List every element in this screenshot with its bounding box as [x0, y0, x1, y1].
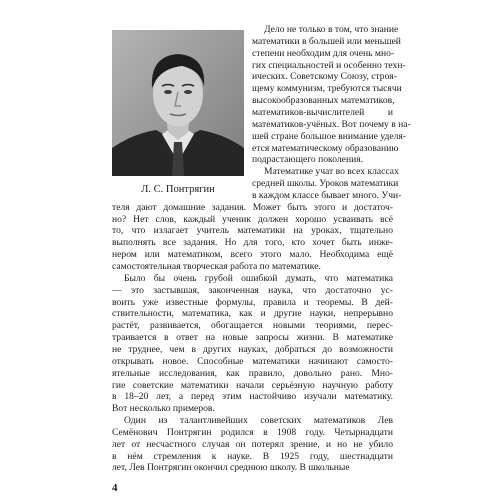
text-line: теля дают домашние задания. Может быть этого и достаточ- [112, 201, 393, 213]
text-line: ствительности, математика, как и другие науки, непрерывно [112, 308, 393, 320]
text-line: гие советские математики начали серьёзную научную работу [112, 379, 393, 391]
text-line: степени необходим для очень мно- [252, 47, 395, 59]
text-line: в нём стремления к науке. В 1925 году, шестнадцати [112, 450, 393, 462]
text-line: открывать новое. Способные математики начинают самосто- [112, 355, 393, 367]
text-line: Было бы очень грубой ошибкой думать, что математика [124, 272, 393, 284]
text-line: ятельные исследования, как правило, довольно рано. Мно- [112, 367, 393, 379]
text-line: Математике учат во всех классах [264, 166, 399, 178]
text-line: Один из талантливейших советских математиков Лев [124, 415, 393, 427]
text-line: щему коммунизм, требуются тысячи [252, 83, 402, 95]
text-line: не труднее, чем в других науках, добраться до возможности [112, 343, 393, 355]
photo-caption: Л. С. Понтрягин [141, 184, 215, 195]
text-line: подрастающего поколения. [252, 154, 364, 166]
text-line: Семёнович Понтрягин родился в 1908 году. Четырнадцати [112, 426, 393, 438]
text-line: то, что излагает учитель математики на уроках, тщательно [112, 225, 393, 237]
text-line: растёт, развивается, обогащается новыми теориями, перес- [112, 320, 393, 332]
text-line: траивается в ответ на новые запросы жизни. В математике [112, 332, 393, 344]
text-line: в 18–20 лет, а перед этим настойчиво изучали математику. [112, 391, 393, 403]
text-line: шей стране большое внимание уделя- [252, 130, 406, 142]
text-line: лет, Лев Понтрягин окончил среднюю школу. В школьные [112, 462, 350, 474]
text-line: Вот несколько примеров. [112, 403, 215, 415]
text-line: гих специальностей и особенно техн- [252, 59, 406, 71]
text-line: выполнять все задания. Но для того, кто хочет быть инже- [112, 237, 393, 249]
text-line: — это застывшая, законченная наука, что достаточно ус- [112, 284, 393, 296]
text-line: средней школы. Уроков математики [252, 178, 399, 190]
text-line: самостоятельная творческая работа по математике. [112, 261, 321, 272]
text-line: воить уже известные формулы, правила и теоремы. В дей- [112, 296, 393, 308]
text-line: в каждом классе бывает много. Учи- [252, 189, 402, 201]
text-line: математиков-вычислителей и [252, 106, 393, 118]
text-line: нером или математиком, всего этого мало. Необходима ещё [112, 249, 393, 261]
text-line: математиков-учёных. Вот почему в на- [252, 118, 411, 130]
page-number: 4 [112, 482, 118, 494]
text-line: Дело не только в том, что знание [264, 24, 399, 35]
text-line: лет от несчастного случая он потерял зрение, и но не убило [112, 438, 393, 450]
text-line: но? Нет слов, каждый ученик должен хорошо усваивать всё [112, 213, 393, 225]
text-line: математики в большей или меньшей [252, 35, 401, 47]
text-line: высокообразованных математиков, [252, 95, 395, 107]
portrait-photo [112, 30, 244, 176]
text-line: ется математическому образованию [252, 142, 399, 154]
text-line: ических. Советскому Союзу, строя- [252, 71, 397, 83]
